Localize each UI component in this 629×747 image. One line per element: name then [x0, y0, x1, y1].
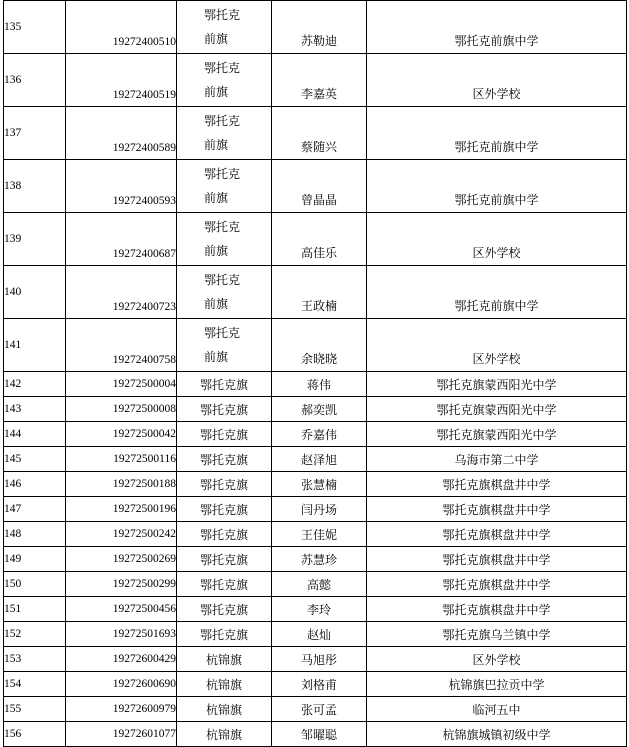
row-number: 141 [4, 319, 66, 372]
school: 鄂托克旗棋盘井中学 [367, 597, 627, 622]
table-row [4, 397, 627, 422]
student-id: 19272500188 [66, 472, 177, 497]
region: 鄂托克旗 [177, 522, 272, 547]
school: 鄂托克旗棋盘井中学 [367, 497, 627, 522]
table-row [4, 497, 627, 522]
student-id: 19272500116 [66, 447, 177, 472]
table-row [4, 319, 627, 372]
row-number: 142 [4, 372, 66, 397]
school: 杭锦旗城镇初级中学 [367, 722, 627, 747]
table-row [4, 422, 627, 447]
region: 鄂托克前旗 [204, 61, 241, 99]
row-number: 136 [4, 54, 66, 107]
region: 鄂托克前旗 [204, 167, 241, 205]
region: 杭锦旗 [177, 672, 272, 697]
table-row [4, 697, 627, 722]
row-number: 145 [4, 447, 66, 472]
student-name: 乔嘉伟 [272, 422, 367, 447]
student-name: 赵泽旭 [272, 447, 367, 472]
table-row [4, 547, 627, 572]
region: 鄂托克旗 [177, 397, 272, 422]
student-name: 李玲 [272, 597, 367, 622]
student-id: 19272400510 [66, 1, 177, 54]
table-row [4, 722, 627, 747]
student-id: 19272400723 [66, 266, 177, 319]
row-number: 143 [4, 397, 66, 422]
student-name: 邹曜聪 [272, 722, 367, 747]
row-number: 147 [4, 497, 66, 522]
region: 鄂托克前旗 [204, 8, 241, 46]
row-number: 154 [4, 672, 66, 697]
region: 鄂托克旗 [177, 597, 272, 622]
student-name: 张可孟 [272, 697, 367, 722]
region-cell [177, 319, 272, 372]
table-row [4, 522, 627, 547]
school: 鄂托克前旗中学 [367, 1, 627, 54]
student-id: 19272400589 [66, 107, 177, 160]
row-number: 148 [4, 522, 66, 547]
region: 鄂托克前旗 [204, 326, 241, 364]
student-name: 王佳妮 [272, 522, 367, 547]
student-id: 19272501693 [66, 622, 177, 647]
student-id: 19272400519 [66, 54, 177, 107]
school: 临河五中 [367, 697, 627, 722]
student-id: 19272500004 [66, 372, 177, 397]
row-number: 152 [4, 622, 66, 647]
student-id: 19272400758 [66, 319, 177, 372]
row-number: 156 [4, 722, 66, 747]
school: 区外学校 [367, 213, 627, 266]
student-name: 余晓晓 [272, 319, 367, 372]
table-row [4, 54, 627, 107]
row-number: 153 [4, 647, 66, 672]
region: 鄂托克旗 [177, 372, 272, 397]
student-name: 赵灿 [272, 622, 367, 647]
row-number: 140 [4, 266, 66, 319]
region: 鄂托克旗 [177, 572, 272, 597]
row-number: 146 [4, 472, 66, 497]
row-number: 144 [4, 422, 66, 447]
table-row [4, 160, 627, 213]
region: 鄂托克旗 [177, 497, 272, 522]
table-row [4, 1, 627, 54]
student-id: 19272500196 [66, 497, 177, 522]
region: 鄂托克前旗 [204, 114, 241, 152]
student-id: 19272600429 [66, 647, 177, 672]
student-name: 高佳乐 [272, 213, 367, 266]
school: 鄂托克旗棋盘井中学 [367, 547, 627, 572]
student-roster-table [3, 0, 627, 747]
table-row [4, 622, 627, 647]
school: 鄂托克旗棋盘井中学 [367, 572, 627, 597]
student-name: 李嘉英 [272, 54, 367, 107]
row-number: 137 [4, 107, 66, 160]
region: 鄂托克前旗 [204, 273, 241, 311]
student-name: 马旭彤 [272, 647, 367, 672]
student-name: 张慧楠 [272, 472, 367, 497]
region: 鄂托克旗 [177, 447, 272, 472]
school: 区外学校 [367, 54, 627, 107]
school: 鄂托克前旗中学 [367, 107, 627, 160]
region-cell [177, 160, 272, 213]
region-cell [177, 266, 272, 319]
student-id: 19272400687 [66, 213, 177, 266]
table-row [4, 647, 627, 672]
student-name: 苏慧珍 [272, 547, 367, 572]
table-row [4, 107, 627, 160]
student-id: 19272600690 [66, 672, 177, 697]
school: 鄂托克旗乌兰镇中学 [367, 622, 627, 647]
student-id: 19272600979 [66, 697, 177, 722]
table-row [4, 572, 627, 597]
table-row [4, 447, 627, 472]
student-name: 苏勒迪 [272, 1, 367, 54]
table-row [4, 213, 627, 266]
school: 乌海市第二中学 [367, 447, 627, 472]
roster-body [4, 1, 627, 747]
region: 杭锦旗 [177, 722, 272, 747]
student-name: 蒋伟 [272, 372, 367, 397]
student-id: 19272500456 [66, 597, 177, 622]
student-name: 郝奕凯 [272, 397, 367, 422]
row-number: 149 [4, 547, 66, 572]
student-id: 19272500242 [66, 522, 177, 547]
region: 鄂托克前旗 [204, 220, 241, 258]
school: 鄂托克前旗中学 [367, 160, 627, 213]
row-number: 150 [4, 572, 66, 597]
row-number: 135 [4, 1, 66, 54]
region: 鄂托克旗 [177, 472, 272, 497]
table-row [4, 472, 627, 497]
region: 鄂托克旗 [177, 622, 272, 647]
student-name: 蔡随兴 [272, 107, 367, 160]
student-name: 曾晶晶 [272, 160, 367, 213]
region: 鄂托克旗 [177, 547, 272, 572]
student-id: 19272601077 [66, 722, 177, 747]
student-name: 王政楠 [272, 266, 367, 319]
region-cell [177, 1, 272, 54]
row-number: 139 [4, 213, 66, 266]
region: 杭锦旗 [177, 647, 272, 672]
school: 鄂托克旗蒙西阳光中学 [367, 397, 627, 422]
student-name: 闫丹场 [272, 497, 367, 522]
region: 鄂托克旗 [177, 422, 272, 447]
row-number: 151 [4, 597, 66, 622]
student-id: 19272500042 [66, 422, 177, 447]
student-name: 高懿 [272, 572, 367, 597]
student-name: 刘格甫 [272, 672, 367, 697]
school: 鄂托克旗棋盘井中学 [367, 522, 627, 547]
region-cell [177, 213, 272, 266]
region-cell [177, 54, 272, 107]
row-number: 155 [4, 697, 66, 722]
school: 鄂托克旗蒙西阳光中学 [367, 422, 627, 447]
student-id: 19272400593 [66, 160, 177, 213]
table-row [4, 372, 627, 397]
table-row [4, 597, 627, 622]
student-id: 19272500299 [66, 572, 177, 597]
table-row [4, 266, 627, 319]
region: 杭锦旗 [177, 697, 272, 722]
region-cell [177, 107, 272, 160]
school: 区外学校 [367, 319, 627, 372]
school: 区外学校 [367, 647, 627, 672]
school: 鄂托克旗蒙西阳光中学 [367, 372, 627, 397]
table-row [4, 672, 627, 697]
row-number: 138 [4, 160, 66, 213]
student-id: 19272500008 [66, 397, 177, 422]
school: 鄂托克前旗中学 [367, 266, 627, 319]
school: 杭锦旗巴拉贡中学 [367, 672, 627, 697]
student-id: 19272500269 [66, 547, 177, 572]
school: 鄂托克旗棋盘井中学 [367, 472, 627, 497]
